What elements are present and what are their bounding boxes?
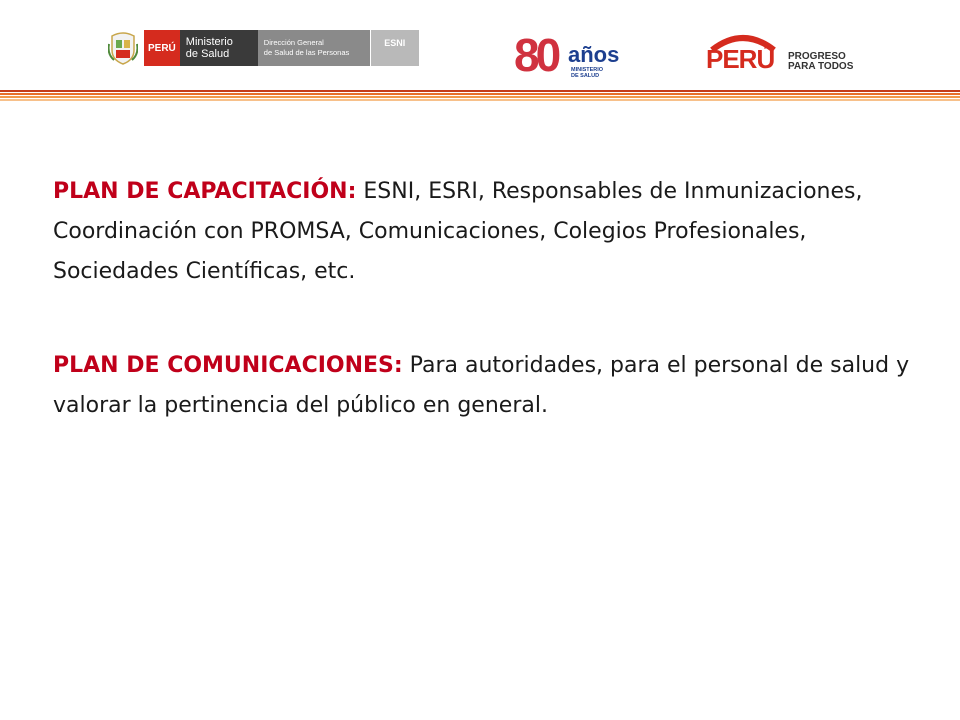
government-word: PERÚ: [706, 44, 775, 74]
ministry-line-2: de Salud: [185, 48, 230, 60]
communications-plan-heading: PLAN DE COMUNICACIONES:: [53, 353, 403, 378]
ministry-name: [180, 30, 258, 66]
divider-stripe: [0, 90, 960, 92]
slide-header: [0, 0, 960, 90]
anniversary-sub-line-1: MINISTERIO: [571, 67, 604, 73]
communications-plan-paragraph: [53, 346, 913, 426]
peru-label: PERÚ: [144, 30, 180, 66]
divider-stripe: [0, 93, 960, 95]
divider-stripe: [0, 96, 960, 98]
government-tag-line-1: PROGRESO: [788, 51, 846, 62]
ministry-logo: [108, 30, 419, 66]
communications-plan-text: Para autoridades, para el personal de salud y valorar la pertinencia del público en general.: [53, 353, 910, 418]
directorate-name: [258, 30, 370, 66]
anniversary-logo: [514, 30, 622, 86]
government-tagline: [788, 52, 853, 72]
divider-stripe: [0, 99, 960, 101]
training-plan-text: ESNI, ESRI, Responsables de Inmunizaciones, Coordinación con PROMSA, Comunicaciones, Colegios Profesionales, Sociedades Científicas, etc.: [53, 179, 863, 284]
directorate-line-1: Dirección General: [263, 38, 324, 47]
unit-label: ESNI: [370, 30, 419, 66]
anniversary-word: años: [568, 42, 620, 67]
training-plan-paragraph: [53, 172, 913, 292]
anniversary-subtitle: [571, 67, 603, 79]
header-divider: [0, 90, 960, 104]
coat-of-arms-icon: [108, 30, 138, 66]
anniversary-sub-line-2: DE SALUD: [571, 73, 600, 79]
government-tag-line-2: PARA TODOS: [788, 61, 854, 72]
anniversary-number: 80: [514, 29, 558, 81]
government-logo: [704, 32, 874, 74]
ministry-line-1: Ministerio: [185, 36, 233, 48]
training-plan-heading: PLAN DE CAPACITACIÓN:: [53, 179, 357, 204]
slide-body: [53, 172, 913, 480]
directorate-line-2: de Salud de las Personas: [263, 48, 350, 57]
